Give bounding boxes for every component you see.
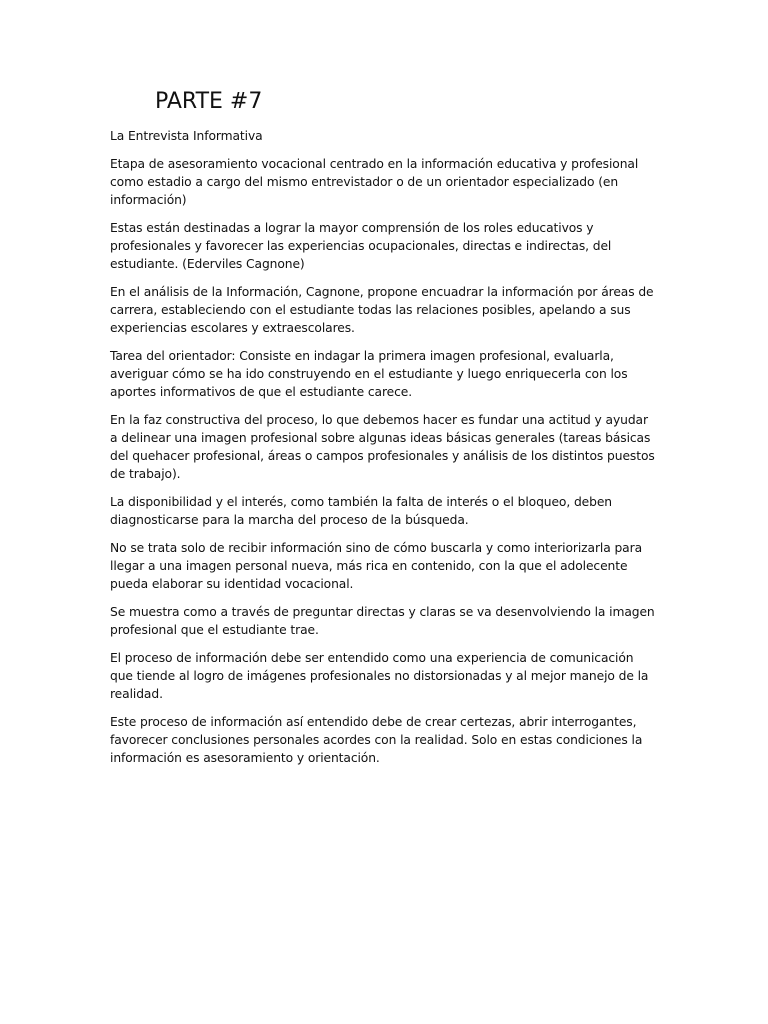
paragraph-10: Este proceso de información así entendido debe de crear certezas, abrir interrogantes, favorecer conclusiones personales acordes con la realidad. Solo en estas condiciones la información es asesoramiento y orientación. [110,715,643,765]
section-subtitle: La Entrevista Informativa [110,129,263,143]
paragraph-9: El proceso de información debe ser entendido como una experiencia de comunicación que tiende al logro de imágenes profesionales no distorsionadas y al mejor manejo de la realidad. [110,651,649,701]
page-title: PARTE #7 [155,89,263,114]
paragraph-3: En el análisis de la Información, Cagnone, propone encuadrar la información por áreas de carrera, estableciendo con el estudiante todas las relaciones posibles, apelando a sus experiencias escolares y extraescolares. [110,285,654,335]
paragraph-4: Tarea del orientador: Consiste en indagar la primera imagen profesional, evaluarla, averiguar cómo se ha ido construyendo en el estudiante y luego enriquecerla con los aportes informativos de que el estudiante carece. [110,349,628,399]
document-body [110,127,655,777]
paragraph-2: Estas están destinadas a lograr la mayor comprensión de los roles educativos y profesionales y favorecer las experiencias ocupacionales, directas e indirectas, del estudiante. (Ederviles Cagnone) [110,221,612,271]
paragraph-7: No se trata solo de recibir información sino de cómo buscarla y como interiorizarla para llegar a una imagen personal nueva, más rica en contenido, con la que el adolecente pueda elaborar su identidad vocacional. [110,541,643,591]
paragraph-5: En la faz constructiva del proceso, lo que debemos hacer es fundar una actitud y ayudar a delinear una imagen profesional sobre algunas ideas básicas generales (tareas básicas del quehacer profesional, áreas o campos profesionales y análisis de los distintos puestos de trabajo). [110,413,655,481]
paragraph-6: La disponibilidad y el interés, como también la falta de interés o el bloqueo, deben diagnosticarse para la marcha del proceso de la búsqueda. [110,495,613,527]
paragraph-8: Se muestra como a través de preguntar directas y claras se va desenvolviendo la imagen profesional que el estudiante trae. [110,605,655,637]
paragraph-1: Etapa de asesoramiento vocacional centrado en la información educativa y profesional como estadio a cargo del mismo entrevistador o de un orientador especializado (en información) [110,157,639,207]
